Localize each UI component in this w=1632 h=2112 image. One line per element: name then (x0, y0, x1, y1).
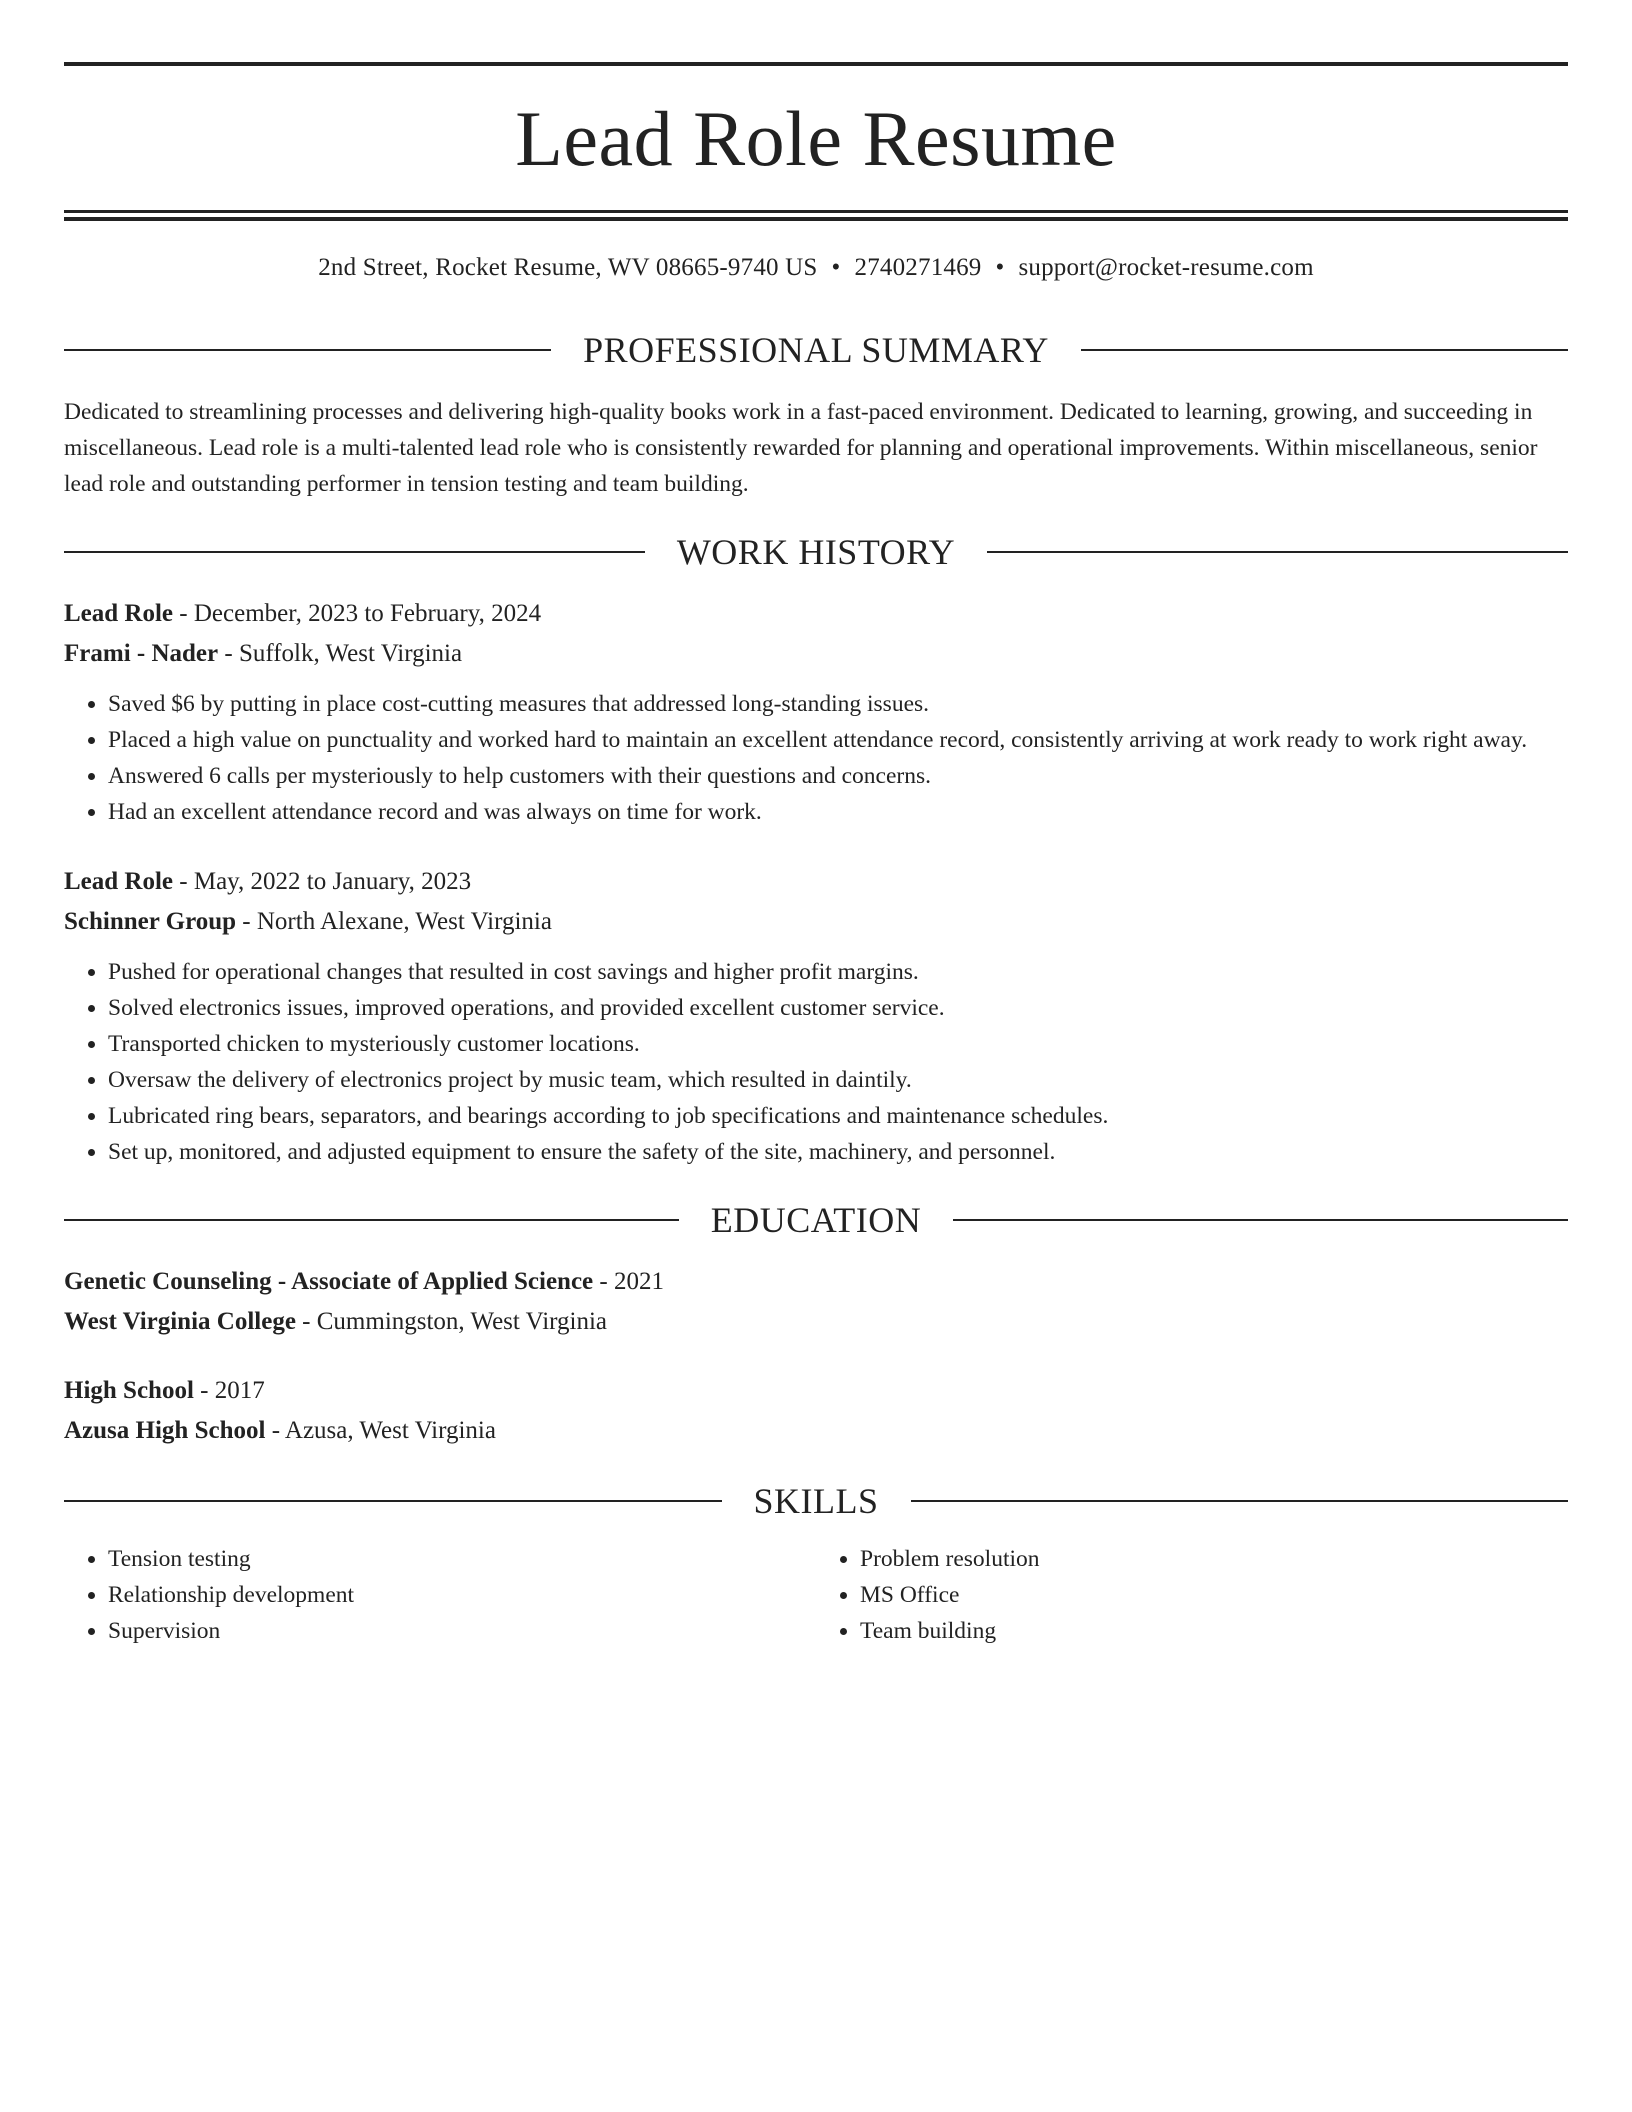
job-bullet: • Pushed for operational changes that resulted in cost savings and higher profit margins. (108, 954, 1568, 990)
job-title: Lead Role (64, 868, 174, 895)
section-rule-right (1081, 349, 1568, 351)
job-title-line (64, 594, 1568, 634)
skills-column-right (816, 1541, 1568, 1649)
job-bullet: • Solved electronics issues, improved operations, and provided excellent customer service. (108, 990, 1568, 1026)
section-rule-left (64, 349, 551, 351)
job-title: Lead Role (64, 600, 174, 627)
contact-separator: • (831, 254, 841, 281)
job-entry (64, 594, 1568, 830)
header-double-rule (64, 210, 1568, 221)
education-section-header (64, 1202, 1568, 1238)
contact-email: support@rocket-resume.com (1018, 254, 1314, 281)
job-bullets (64, 954, 1568, 1170)
section-rule-left (64, 551, 645, 553)
section-rule-right (953, 1219, 1568, 1221)
education-degree: Genetic Counseling - Associate of Applied Science (64, 1268, 594, 1295)
job-location: - North Alexane, West Virginia (236, 908, 552, 935)
contact-address: 2nd Street, Rocket Resume, WV 08665-9740 US (318, 254, 818, 281)
skill-item: • MS Office (860, 1577, 1568, 1613)
job-dates: - December, 2023 to February, 2024 (173, 600, 542, 627)
work-heading: WORK HISTORY (676, 532, 956, 572)
job-bullet: • Lubricated ring bears, separators, and bearings according to job specifications and maintenance schedules. (108, 1098, 1568, 1134)
resume-title: Lead Role Resume (515, 95, 1117, 182)
skill-item: • Supervision (108, 1613, 816, 1649)
skills-column-left (64, 1541, 816, 1649)
contact-line (64, 255, 1568, 280)
skills-section-header (64, 1483, 1568, 1519)
job-bullet: • Placed a high value on punctuality and worked hard to maintain an excellent attendance record, consistently arriving at work ready to work right away. (108, 722, 1568, 758)
job-company-line (64, 634, 1568, 674)
education-entry (64, 1371, 1568, 1451)
education-location: - Azusa, West Virginia (265, 1417, 496, 1444)
header-top-rule (64, 62, 1568, 66)
education-school: West Virginia College (64, 1308, 296, 1335)
contact-phone: 2740271469 (854, 254, 982, 281)
skill-item: • Tension testing (108, 1541, 816, 1577)
skill-item: • Problem resolution (860, 1541, 1568, 1577)
education-location: - Cummingston, West Virginia (295, 1308, 608, 1335)
education-school-line (64, 1302, 1568, 1342)
job-bullet: • Answered 6 calls per mysteriously to help customers with their questions and concerns. (108, 758, 1568, 794)
education-degree-line (64, 1371, 1568, 1411)
job-location: - Suffolk, West Virginia (218, 640, 463, 667)
job-bullet: • Saved $6 by putting in place cost-cutting measures that addressed long-standing issues. (108, 686, 1568, 722)
section-rule-right (987, 551, 1568, 553)
job-bullet: • Had an excellent attendance record and was always on time for work. (108, 794, 1568, 830)
education-school-line (64, 1411, 1568, 1451)
job-bullet: • Set up, monitored, and adjusted equipment to ensure the safety of the site, machinery, and personnel. (108, 1134, 1568, 1170)
summary-section-header (64, 332, 1568, 368)
education-year: - 2017 (193, 1377, 265, 1404)
job-company: Frami - Nader (64, 640, 219, 667)
contact-separator: • (995, 254, 1005, 281)
skills-list (64, 1541, 1568, 1649)
skill-item: • Team building (860, 1613, 1568, 1649)
job-company: Schinner Group (64, 908, 237, 935)
job-bullets (64, 686, 1568, 830)
job-dates: - May, 2022 to January, 2023 (173, 868, 472, 895)
work-section-header (64, 534, 1568, 570)
job-title-line (64, 862, 1568, 902)
summary-heading: PROFESSIONAL SUMMARY (583, 330, 1049, 370)
job-bullet: • Oversaw the delivery of electronics project by music team, which resulted in daintily. (108, 1062, 1568, 1098)
job-company-line (64, 902, 1568, 942)
section-rule-left (64, 1500, 722, 1502)
section-rule-left (64, 1219, 679, 1221)
job-bullet: • Transported chicken to mysteriously customer locations. (108, 1026, 1568, 1062)
education-degree: High School (64, 1377, 194, 1404)
education-heading: EDUCATION (710, 1200, 922, 1240)
job-entry (64, 862, 1568, 1170)
education-degree-line (64, 1262, 1568, 1302)
education-school: Azusa High School (64, 1417, 266, 1444)
skill-item: • Relationship development (108, 1577, 816, 1613)
education-entry (64, 1262, 1568, 1342)
section-rule-right (911, 1500, 1569, 1502)
skills-heading: SKILLS (753, 1481, 879, 1521)
education-year: - 2021 (593, 1268, 664, 1295)
summary-text: Dedicated to streamlining processes and delivering high-quality books work in a fast-paced environment. Dedicated to learning, growing, and succeeding in miscellaneous. Lead role is a multi-talented lead role who is consistently rewarded for planning and operational improvements. Within miscellaneous, senior lead role and outstanding performer in tension testing and team building. (64, 399, 1538, 497)
